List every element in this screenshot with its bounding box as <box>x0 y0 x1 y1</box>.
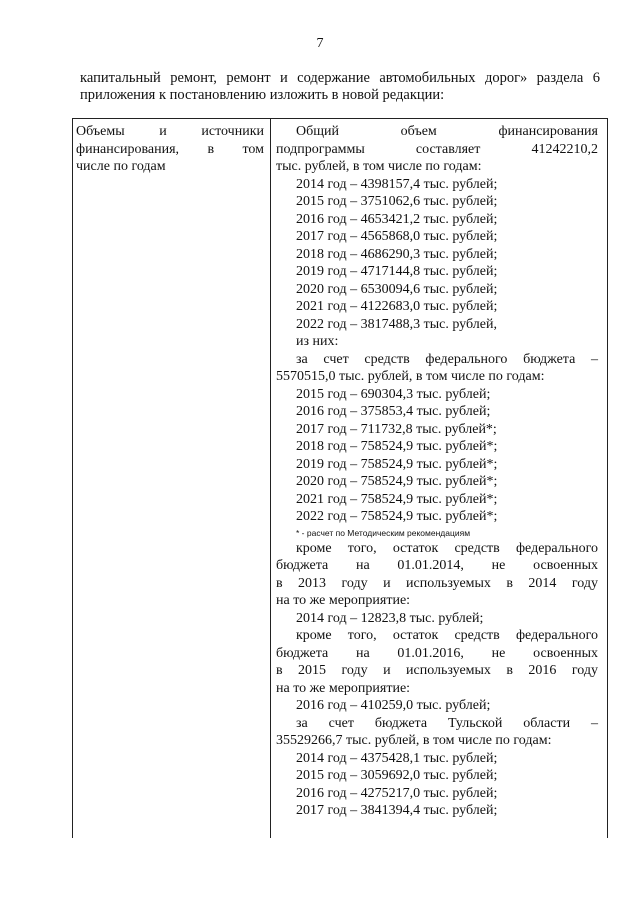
total-year-item: 2021 год – 4122683,0 тыс. рублей; <box>296 299 498 314</box>
total-year-item: 2016 год – 4653421,2 тыс. рублей; <box>296 211 498 227</box>
remainder-2014-line: бюджета на 01.01.2014, не освоенных <box>276 558 598 573</box>
left-cell-line-2: финансирования, в том <box>76 141 264 157</box>
remainder-2014-line: в 2013 году и используемых в 2014 году <box>276 575 598 591</box>
table-left-cell <box>76 123 264 176</box>
remainder-2016-line: на то же мероприятие: <box>276 680 411 696</box>
federal-year-item: 2022 год – 758524,9 тыс. рублей*; <box>296 509 498 524</box>
intro-line-2: приложения к постановлению изложить в новой редакции: <box>80 87 445 103</box>
federal-year-item: 2016 год – 375853,4 тыс. рублей; <box>296 404 491 419</box>
federal-line-1: за счет средств федерального бюджета – <box>296 351 598 367</box>
remainder-2016-value: 2016 год – 410259,0 тыс. рублей; <box>296 698 491 713</box>
total-year-item: 2014 год – 4398157,4 тыс. рублей; <box>296 176 498 192</box>
federal-line-2: 5570515,0 тыс. рублей, в том числе по годам: <box>276 369 545 384</box>
total-year-item: 2017 год – 4565868,0 тыс. рублей; <box>296 229 498 244</box>
total-year-item: 2022 год – 3817488,3 тыс. рублей, <box>296 316 497 332</box>
regional-year-item: 2017 год – 3841394,4 тыс. рублей; <box>296 803 498 818</box>
remainder-2014-line: кроме того, остаток средств федерального <box>296 540 598 556</box>
remainder-2016-line: кроме того, остаток средств федерального <box>296 628 598 643</box>
federal-year-item: 2020 год – 758524,9 тыс. рублей*; <box>296 474 498 489</box>
table-right-cell <box>276 123 598 820</box>
total-year-item: 2015 год – 3751062,6 тыс. рублей; <box>296 194 498 209</box>
remainder-2016-line: бюджета на 01.01.2016, не освоенных <box>276 645 598 661</box>
footnote: * - расчет по Методическим рекомендациям <box>296 527 471 538</box>
federal-year-item: 2021 год – 758524,9 тыс. рублей*; <box>296 491 498 507</box>
page-number: 7 <box>316 36 324 51</box>
total-line-2: подпрограммы составляет 41242210,2 <box>276 141 598 157</box>
left-cell-line-1: Объемы и источники <box>76 124 264 139</box>
total-line-3: тыс. рублей, в том числе по годам: <box>276 159 482 174</box>
regional-year-item: 2016 год – 4275217,0 тыс. рублей; <box>296 785 498 801</box>
total-year-item: 2020 год – 6530094,6 тыс. рублей; <box>296 281 498 297</box>
of-which-label: из них: <box>296 334 339 349</box>
federal-year-item: 2019 год – 758524,9 тыс. рублей*; <box>296 456 498 472</box>
remainder-2014-line: на то же мероприятие: <box>276 593 411 608</box>
remainder-2016-line: в 2015 году и используемых в 2016 году <box>276 663 598 678</box>
intro-line-1: капитальный ремонт, ремонт и содержание автомобильных дорог» раздела 6 <box>80 70 600 86</box>
total-year-item: 2019 год – 4717144,8 тыс. рублей; <box>296 264 498 279</box>
total-line-1: Общий объем финансирования <box>296 124 598 139</box>
remainder-2014-value: 2014 год – 12823,8 тыс. рублей; <box>296 610 484 626</box>
federal-year-item: 2015 год – 690304,3 тыс. рублей; <box>296 386 491 402</box>
regional-line-2: 35529266,7 тыс. рублей, в том числе по годам: <box>276 733 552 748</box>
table-column-divider <box>270 118 271 838</box>
regional-line-1: за счет бюджета Тульской области – <box>296 715 598 731</box>
federal-year-item: 2017 год – 711732,8 тыс. рублей*; <box>296 421 497 437</box>
regional-year-item: 2014 год – 4375428,1 тыс. рублей; <box>296 750 498 766</box>
total-year-item: 2018 год – 4686290,3 тыс. рублей; <box>296 246 498 262</box>
regional-year-item: 2015 год – 3059692,0 тыс. рублей; <box>296 768 498 783</box>
federal-year-item: 2018 год – 758524,9 тыс. рублей*; <box>296 439 498 454</box>
intro-paragraph <box>80 70 600 104</box>
left-cell-line-3: числе по годам <box>76 159 166 174</box>
